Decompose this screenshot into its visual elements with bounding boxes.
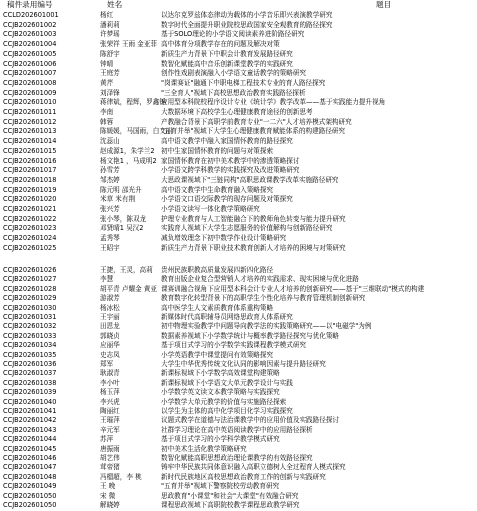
cell-name: 田恩龙 <box>100 322 120 331</box>
table-row <box>0 435 477 445</box>
cell-name: 米草 米有荆 <box>100 195 136 204</box>
table-row <box>0 30 477 40</box>
table-row <box>0 215 477 225</box>
cell-title: 初中物理实验教学中问题导向教学法的实践策略研究——以"电磁学"为例 <box>161 322 372 331</box>
table-row <box>0 341 477 351</box>
cell-id: CCJB202601006 <box>3 59 57 68</box>
cell-title: 教育出版企业复合型营销人才培养的实践需求、现实困境与优化进路 <box>161 275 359 284</box>
cell-name: 应丽华 <box>100 341 120 350</box>
table-row <box>0 69 477 79</box>
cell-title: 新媒体时代高职辅导员网络思政育人体系研究 <box>161 313 293 321</box>
cell-name: 史志凤 <box>100 350 120 359</box>
table-row <box>0 118 477 128</box>
cell-name: 邹杰婷 <box>100 175 120 184</box>
cell-name: 沈蕊山 <box>100 137 120 146</box>
cell-id: CCJB202601046 <box>3 454 57 462</box>
cell-id: CCJB202601010 <box>3 98 57 107</box>
cell-name: 张荣祥 王雨 金亚菲 <box>100 40 157 49</box>
cell-title: 思政教育"小课堂"和社会"大课堂"有效融合研究 <box>161 491 299 500</box>
cell-id: CCJB202601020 <box>3 195 57 204</box>
cell-title: 产教融合背景下高职学前教育专业"一二六"人才培养模式架构研究 <box>161 117 352 126</box>
cell-name: 许梦瑶 <box>100 30 120 39</box>
cell-title: 课赛训融合视角下应用型本科会计专业人才培养的创新研究——基于"三维联动"模式的构建 <box>161 284 425 293</box>
table-row <box>0 89 477 99</box>
table-row <box>0 294 477 304</box>
cell-title: 实践育人视域下大学生志愿服务的价值解构与创新路径研究 <box>161 224 333 233</box>
cell-title: 小学数学大单元教学的价值与实施路径探索 <box>161 397 287 406</box>
cell-name: 宋 微 <box>100 491 116 500</box>
table-row <box>0 157 477 167</box>
cell-name: 耿淑青 <box>100 369 120 378</box>
cell-id: CCJB202601025 <box>3 243 57 252</box>
table-row <box>0 147 477 157</box>
cell-title: "五育并举"视域下警察院校劳动教育研究 <box>161 482 280 491</box>
cell-title: 家国情怀教育在初中美术教学中的渗透策略探讨 <box>161 156 300 165</box>
cell-name: 苏萍 <box>100 435 114 444</box>
cell-id: CCJB202601039 <box>3 388 57 397</box>
cell-name: 李南 <box>100 108 114 116</box>
cell-id: CCJB202601005 <box>3 49 57 58</box>
cell-title: 初中生家国情怀教育的问题与对策探索 <box>161 146 274 155</box>
cell-id: CCJB202601011 <box>3 108 57 116</box>
cell-name: 胡艺伟 <box>100 454 120 462</box>
cell-id: CCJB202601019 <box>3 185 57 194</box>
cell-name: 钟晴 <box>100 59 114 68</box>
cell-id: CCJB202601014 <box>3 137 57 146</box>
cell-name: 王璀萍 <box>100 416 120 425</box>
table-row <box>0 186 477 196</box>
cell-title: 初中美术生活化教学策略研究 <box>161 444 247 453</box>
table-row <box>0 304 477 314</box>
cell-title: 小学英语教学中课堂提问有效策略探究 <box>161 350 274 359</box>
cell-name: 刘泽锋 <box>100 88 120 97</box>
cell-id: CCJB202601029 <box>3 294 57 303</box>
cell-title: 减负增效理念下初中数学作业设计策略研究 <box>161 234 287 243</box>
cell-name: 孙雪芳 <box>100 166 120 175</box>
cell-title: 数智化赋能高职思想政治理论课教学的有效路径探究 <box>161 454 313 462</box>
cell-name: 蒋律斌，程辉，罗鑫锦 <box>100 98 166 107</box>
table-row <box>0 285 477 295</box>
cell-title: 应用型本科院校程序设计专业《统计学》教学改革——基于实践能力提升视角 <box>161 98 386 107</box>
cell-id: CCJB202601024 <box>3 234 57 243</box>
table-row <box>0 445 477 455</box>
cell-title: 新时代民族地区高校思想政治教育工作的创新与实践研究 <box>161 472 326 481</box>
cell-title: 小学语文口语交际教学的现存问题及对策探究 <box>161 195 293 204</box>
cell-id: CCJB202601032 <box>3 322 57 331</box>
cell-title: 大思政课视域下"三链同构"高职思政课教学改革实施路径研究 <box>161 175 339 184</box>
cell-name: 辛元军 <box>100 425 120 434</box>
cell-name: 游淑芳 <box>100 294 120 303</box>
cell-id: CCLD202601001 <box>3 11 59 19</box>
cell-title: 大数据环境下高校学生心理健康教育途径的创新思考 <box>161 108 313 116</box>
cell-id: CCJB202601012 <box>3 117 57 126</box>
cell-name: 陈舒宇 <box>100 49 120 58</box>
cell-id: CCJB202601027 <box>3 275 57 284</box>
table-row <box>0 224 477 234</box>
table-row <box>0 137 477 147</box>
cell-title: "五育并举"视域下大学生心理健康教育赋能体系的构建路径研究 <box>161 127 346 136</box>
cell-id: CCJB202601022 <box>3 214 57 223</box>
cell-name: 李兴虎 <box>100 397 120 406</box>
cell-id: CCJB202601008 <box>3 78 57 87</box>
cell-title: 大学生中华优秀传统文化认同的影响因素与提升路径研究 <box>161 360 326 368</box>
table-row <box>0 98 477 108</box>
cell-id: CCJB202601037 <box>3 369 57 378</box>
cell-name: 杨玉萍 <box>100 388 120 397</box>
cell-title: 以学生为主体的高中化学项目化学习实践探究 <box>161 407 293 415</box>
cell-title: "岗课赛证"融通下中职电梯工程技术专业的育人路径探究 <box>161 78 326 87</box>
cell-title: 小学数学英文读文本教学策略与实践探究 <box>161 388 280 397</box>
cell-name: 茸帝猪 <box>100 463 120 472</box>
table-row <box>0 205 477 215</box>
table-row <box>0 60 477 70</box>
cell-name: 胡平青 卢耀金 黄亚 <box>100 284 157 293</box>
table-row <box>0 176 477 186</box>
cell-title: 教育数字化转型背景下的高职学生个性化培养与教育管理机制创新研究 <box>161 294 366 303</box>
cell-id: CCJB202601016 <box>3 156 57 165</box>
table-row <box>0 195 477 205</box>
cell-name: 杨冰松 <box>100 303 120 312</box>
cell-name: 李慧 <box>100 275 114 284</box>
table-row <box>0 322 477 332</box>
cell-name: 杨红 <box>100 11 114 19</box>
cell-name: 唐振雨 <box>100 444 120 453</box>
cell-id: CCJB202601050 <box>3 491 57 500</box>
table-row <box>0 369 477 379</box>
cell-id: CCJB202601018 <box>3 175 57 184</box>
cell-id: CCJB202601026 <box>3 266 57 274</box>
table-row <box>0 40 477 50</box>
cell-id: CCJB202601036 <box>3 360 57 368</box>
cell-id: CCJB202601033 <box>3 331 57 340</box>
cell-name: 郑军 <box>100 360 114 368</box>
table-row <box>0 234 477 244</box>
cell-id: CCJB202601021 <box>3 205 57 213</box>
table-row <box>0 108 477 118</box>
cell-id: CCJB202601044 <box>3 435 57 444</box>
cell-title: 新课标视域下小学数学高效课堂构建策略 <box>161 369 280 378</box>
cell-name: 陈媛媛，马国雨，白文丽 <box>100 127 173 136</box>
cell-name: 王庭芳 <box>100 69 120 78</box>
cell-title: 新课标视域下小学语文大单元教学设计与实践 <box>161 378 293 387</box>
header-name: 姓名 <box>107 0 123 9</box>
table-row <box>0 473 477 483</box>
cell-id: CCJB202601050 <box>3 501 57 509</box>
table-row <box>0 501 477 511</box>
cell-title: 基于SOLO理论的小学语文阅读素养进阶路径研究 <box>161 30 305 39</box>
table-row <box>0 398 477 408</box>
cell-id: CCJB202601048 <box>3 472 57 481</box>
cell-name: 张兴芳 <box>100 205 120 213</box>
cell-title: 护理专业教育与人工智能融合下的教师角色转变与能力提升研究 <box>161 214 346 223</box>
cell-id: CCJB202601043 <box>3 425 57 434</box>
cell-name: 李小叶 <box>100 378 120 387</box>
cell-name: 陶丽红 <box>100 407 120 415</box>
cell-id: CCJB202601013 <box>3 127 57 136</box>
cell-title: 社群学习理论在高中英语阅读教学中的应用路径探析 <box>161 425 313 434</box>
table-row <box>0 492 477 502</box>
table-row <box>0 127 477 137</box>
table-row <box>0 275 477 285</box>
cell-id: CCJB202601007 <box>3 69 57 78</box>
cell-id: CCJB202601023 <box>3 224 57 233</box>
cell-id: CCJB202601047 <box>3 463 57 472</box>
cell-id: CCJB202601041 <box>3 407 57 415</box>
table-row <box>0 21 477 31</box>
table-row <box>0 79 477 89</box>
table-row <box>0 379 477 389</box>
cell-name: 冯榴超，李 桃 <box>100 472 142 481</box>
cell-name: 王捷，王灵，高莉 <box>100 266 153 274</box>
cell-title: 高中语文教学中生命教育融入策略探究 <box>161 185 274 194</box>
cell-name: 王宇丽 <box>100 313 120 321</box>
table-row <box>0 416 477 426</box>
cell-id: CCJB202601049 <box>3 482 57 491</box>
cell-name: 王 晚 <box>100 482 116 491</box>
cell-title: 高中医学生人文素质教育体系重构策略 <box>161 303 274 312</box>
cell-id: CCJB202601040 <box>3 397 57 406</box>
table-row <box>0 482 477 492</box>
cell-name: 张小琴，陈双龙 <box>100 214 147 223</box>
table-row <box>0 11 477 21</box>
cell-name: 解晓婷 <box>100 501 120 509</box>
cell-title: 数据素养视域下小学数学统计与概率教学路径探究与优化策略 <box>161 331 340 340</box>
cell-id: CCJB202601031 <box>3 313 57 321</box>
cell-id: CCJB202601028 <box>3 284 57 293</box>
table-row <box>0 388 477 398</box>
cell-id: CCJB202601035 <box>3 350 57 359</box>
cell-title: "三全育人"视域下高校思想政治教育实践路径探析 <box>161 88 306 97</box>
table-row <box>0 426 477 436</box>
cell-title: 数字时代全面提升职业院校思政国家安全观教育的路径探究 <box>161 20 333 29</box>
cell-id: CCJB202601015 <box>3 146 57 155</box>
table-row <box>0 50 477 60</box>
cell-id: CCJB202601042 <box>3 416 57 425</box>
cell-title: 小学语文读写一体化教学策略研究 <box>161 205 260 213</box>
cell-id: CCJB202601009 <box>3 88 57 97</box>
cell-id: CCJB202601017 <box>3 166 57 175</box>
table-row <box>0 244 477 254</box>
cell-title: 创作性戏剧表演融入小学语文童话教学的策略研究 <box>161 69 307 78</box>
cell-id: CCJB202601003 <box>3 30 57 39</box>
cell-name: 王昭宇 <box>100 243 120 252</box>
cell-title: 基于项目式学习的小学数学实践课程教学模式研究 <box>161 341 307 350</box>
header-row <box>0 0 477 10</box>
cell-name: 赵成源1，朱学兰2 <box>100 146 155 155</box>
table-row <box>0 166 477 176</box>
cell-id: CCJB202601004 <box>3 40 57 49</box>
table-row <box>0 332 477 342</box>
cell-title: 小学语文跨学科教学的实践探究及改进策略研究 <box>161 166 300 175</box>
cell-title: 高中体育分项教学存在的问题及解决对策 <box>161 40 280 49</box>
cell-name: 陈元明 邵光升 <box>100 185 142 194</box>
cell-name: 韩蓉 <box>100 117 114 126</box>
cell-name: 邓贤晴1 吴汉2 <box>100 224 144 233</box>
cell-name: 孟秀琴 <box>100 234 120 243</box>
cell-title: 新质生产力背景下中职会计教育发展路径研究 <box>161 49 293 58</box>
cell-title: 数智化赋能高中音乐创新课堂教学的实践研究 <box>161 59 293 68</box>
cell-title: 课程思政视域下高职院校教学课程思政教学研究 <box>161 501 300 509</box>
table-row <box>0 463 477 473</box>
cell-name: 黄芹 <box>100 78 114 87</box>
header-title: 题目 <box>376 0 392 9</box>
table-row <box>0 351 477 361</box>
cell-title: 议题式教学在道德与法治课教学中的应用价值及实践路径探讨 <box>161 416 340 425</box>
cell-title: 贵州民族职教高质量发展四新四化路径 <box>161 266 274 274</box>
cell-id: CCJB202601045 <box>3 444 57 453</box>
cell-name: 潘莉莉 <box>100 20 120 29</box>
cell-title: 铸牢中华民族共同体意识融入高职立德树人全过程育人模式探究 <box>161 463 346 472</box>
cell-title: 高中语文教学中融入家国情怀教育的路径探究 <box>161 137 293 146</box>
cell-title: 基于项目式学习的小学科学教学模式研究 <box>161 435 280 444</box>
cell-name: 杨文艳1 ，马成明2 <box>100 156 157 165</box>
header-id: 稿件录用编号 <box>7 0 53 9</box>
cell-name: 郭晓贞 <box>100 331 120 340</box>
cell-id: CCJB202601002 <box>3 20 57 29</box>
cell-id: CCJB202601030 <box>3 303 57 312</box>
cell-title: 新质生产力背景下职业技术教育创新人才培养的困境与对策研究 <box>161 243 346 252</box>
cell-title: 以达尔克罗兹体态律动为载体的小学音乐即兴表演教学研究 <box>161 11 333 19</box>
cell-id: CCJB202601038 <box>3 378 57 387</box>
cell-id: CCJB202601034 <box>3 341 57 350</box>
